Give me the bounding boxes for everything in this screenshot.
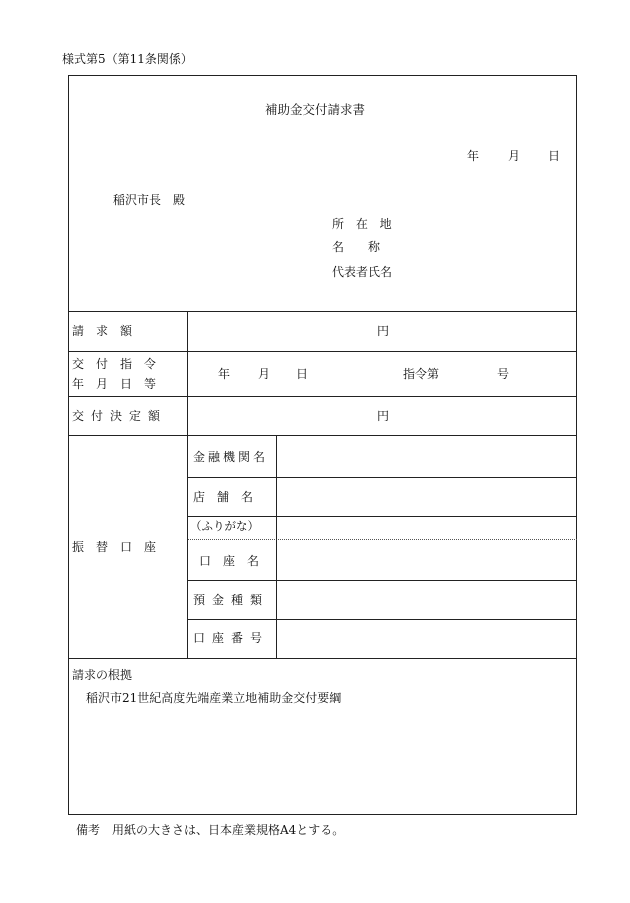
addressee: 稲沢市長 殿: [113, 193, 186, 207]
representative-label: 代表者氏名: [332, 265, 393, 279]
order-number-suffix: 号: [497, 367, 510, 381]
divider-institution: [187, 477, 577, 478]
divider-deposit-type: [187, 619, 577, 620]
grant-order-label-1: 交 付 指 令: [72, 357, 157, 371]
basis-label: 請求の根拠: [72, 668, 133, 682]
institution-label: 金融機関名: [193, 450, 269, 464]
divider-account-name: [187, 580, 577, 581]
request-amount-yen: 円: [377, 324, 390, 338]
order-month: 月: [258, 367, 271, 381]
name-label: 名 称: [332, 240, 381, 254]
account-name-label: 口 座 名: [199, 554, 260, 568]
column-divider-label: [187, 311, 188, 658]
order-day: 日: [296, 367, 309, 381]
grant-order-label-2: 年 月 日 等: [72, 377, 157, 391]
divider-bank: [68, 658, 577, 659]
column-divider-bank: [276, 435, 277, 658]
divider-header: [68, 311, 577, 312]
bank-section-label: 振 替 口 座: [72, 540, 157, 554]
furigana-label: （ふりがな）: [190, 519, 259, 533]
decided-amount-label: 交付決定額: [72, 409, 168, 423]
request-amount-text: 請 求 額: [72, 324, 133, 338]
order-number-prefix: 指令第: [403, 367, 440, 381]
basis-text: 稲沢市21世紀高度先端産業立地補助金交付要綱: [86, 691, 342, 705]
form-number: 様式第5（第11条関係）: [62, 52, 193, 66]
date-day: 日: [548, 149, 561, 163]
divider-branch: [187, 516, 577, 517]
decided-amount-yen: 円: [377, 409, 390, 423]
divider-decided: [68, 435, 577, 436]
deposit-type-label: 預金種類: [193, 593, 270, 607]
address-label: 所 在 地: [332, 217, 396, 231]
date-month: 月: [508, 149, 521, 163]
footer-note: 備考 用紙の大きさは、日本産業規格A4とする。: [76, 823, 345, 837]
divider-furigana: [187, 539, 577, 540]
form-title: 補助金交付請求書: [264, 102, 365, 117]
order-year: 年: [218, 367, 231, 381]
account-number-label: 口座番号: [193, 631, 270, 645]
date-year: 年: [467, 149, 480, 163]
branch-label: 店 舗 名: [193, 490, 254, 504]
divider-order: [68, 396, 577, 397]
divider-request: [68, 351, 577, 352]
request-amount-label: [72, 325, 182, 337]
